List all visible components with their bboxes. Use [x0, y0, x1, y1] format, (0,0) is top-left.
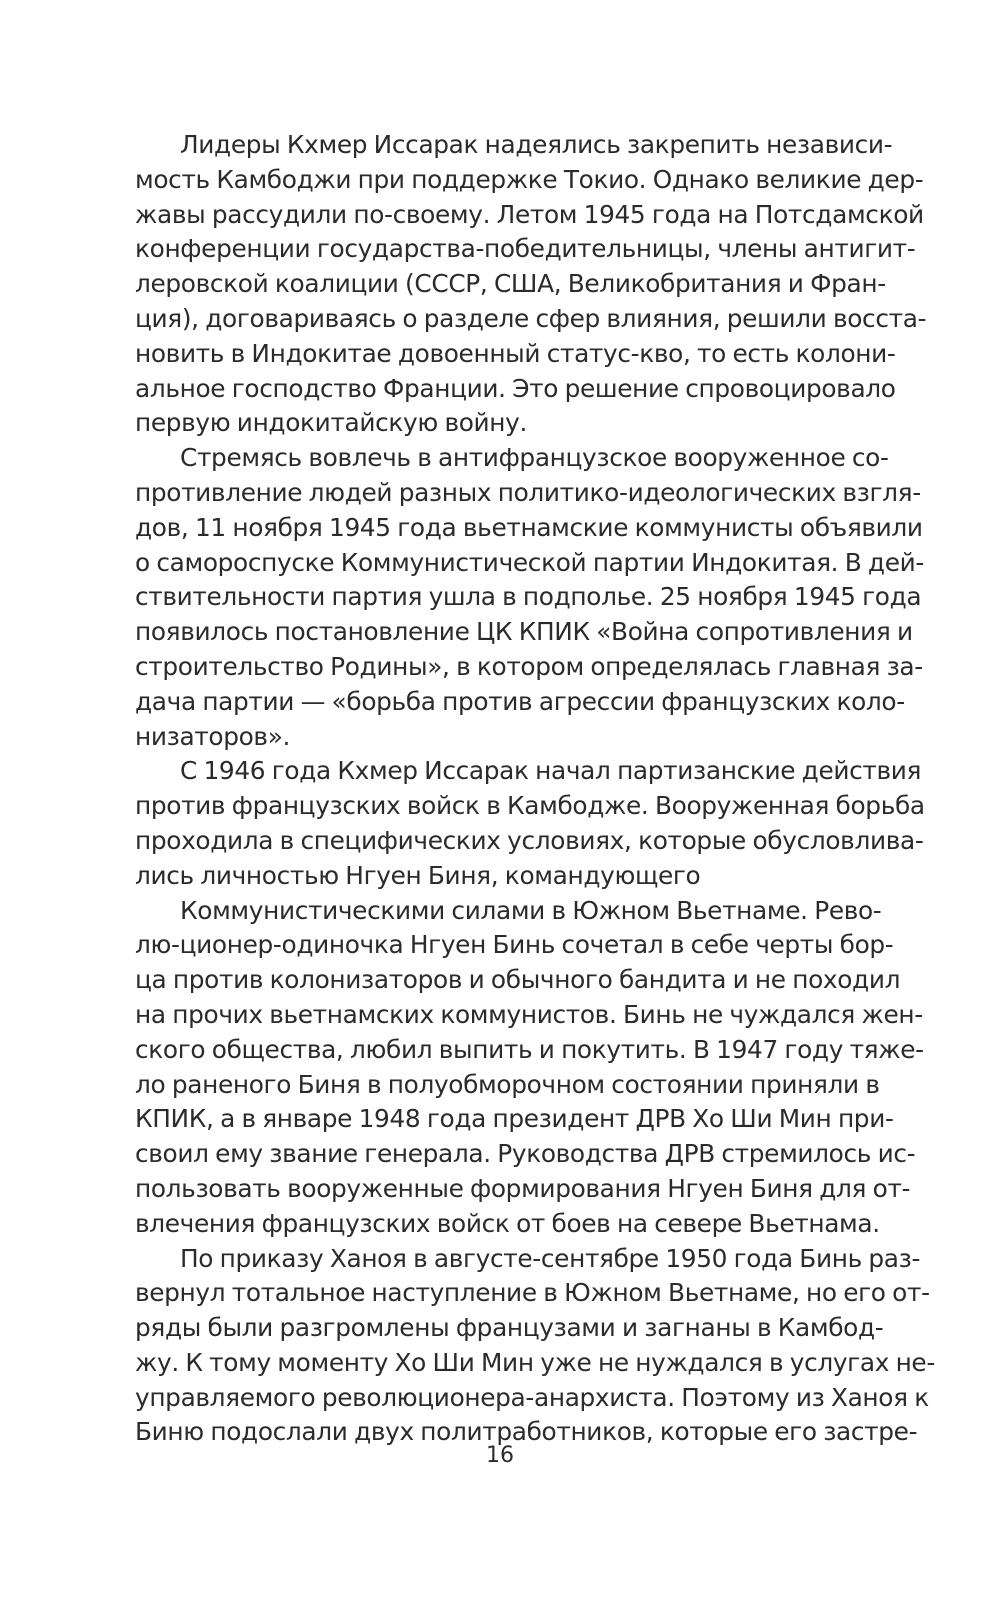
text-line: низаторов».	[135, 721, 291, 751]
page-body	[135, 128, 935, 1450]
text-line: лись личностью Нгуен Биня, командующего	[135, 860, 701, 890]
text-line: леровской коалиции (СССР, США, Великобритания и Фран-	[135, 269, 886, 299]
text-line: конференции государства-победительницы, члены антигит-	[135, 234, 916, 264]
text-line: ского общества, любил выпить и покутить. В 1947 году тяже-	[135, 1034, 924, 1064]
text-line: новить в Индокитае довоенный статус-кво, то есть колони-	[135, 338, 896, 368]
text-line: своил ему звание генерала. Руководства ДРВ стремилось ис-	[135, 1139, 916, 1169]
text-line: мость Камбоджи при поддержке Токио. Однако великие дер-	[135, 164, 924, 194]
text-line: жавы рассудили по-своему. Летом 1945 года на Потсдамской	[135, 199, 924, 229]
text-line: появилось постановление ЦК КПИК «Война сопротивления и	[135, 617, 913, 647]
text-line: ца против колонизаторов и обычного бандита и не походил	[135, 965, 901, 995]
text-line: влечения французских войск от боев на севере Вьетнама.	[135, 1208, 880, 1238]
text-line: Лидеры Кхмер Иссарак надеялись закрепить независи-	[180, 130, 893, 159]
text-line: о самороспуске Коммунистической партии Индокитая. В дей-	[135, 547, 924, 577]
text-line: ствительности партия ушла в подполье. 25 ноября 1945 года	[135, 582, 922, 612]
text-line: противление людей разных политико-идеологических взгля-	[135, 477, 921, 507]
text-line: КПИК, а в январе 1948 года президент ДРВ Хо Ши Мин при-	[135, 1104, 894, 1134]
text-line: строительство Родины», в котором определялась главная за-	[135, 651, 923, 681]
text-line: дача партии — «борьба против агрессии французских коло-	[135, 686, 905, 716]
text-line: первую индокитайскую войну.	[135, 408, 528, 438]
text-line: пользовать вооруженные формирования Нгуен Биня для от-	[135, 1173, 911, 1203]
text-line: ряды были разгромлены французами и загнаны в Камбод-	[135, 1313, 884, 1343]
text-line: дов, 11 ноября 1945 года вьетнамские коммунисты объявили	[135, 512, 923, 542]
page-number: 16	[486, 1443, 514, 1468]
text-line: лю-ционер-одиночка Нгуен Бинь сочетал в себе черты бор-	[135, 930, 894, 960]
text-line: Коммунистическими силами в Южном Вьетнаме. Рево-	[180, 895, 882, 925]
text-line: По приказу Ханоя в августе-сентябре 1950 года Бинь раз-	[180, 1243, 921, 1273]
text-line: альное господство Франции. Это решение спровоцировало	[135, 373, 896, 403]
text-line: против французских войск в Камбодже. Вооруженная борьба	[135, 791, 925, 821]
text-line: С 1946 года Кхмер Иссарак начал партизанские действия	[180, 756, 922, 786]
text-line: управляемого революционера-анархиста. Поэтому из Ханоя к	[135, 1382, 929, 1412]
text-line: ция), договариваясь о разделе сфер влияния, решили восста-	[135, 303, 927, 333]
text-line: ло раненого Биня в полуобморочном состоянии приняли в	[135, 1069, 880, 1099]
text-line: Стремясь вовлечь в антифранцузское вооруженное со-	[180, 443, 889, 473]
text-line: проходила в специфических условиях, которые обусловлива-	[135, 825, 924, 855]
text-line: на прочих вьетнамских коммунистов. Бинь не чуждался жен-	[135, 999, 923, 1029]
text-line: жу. К тому моменту Хо Ши Мин уже не нуждался в услугах не-	[135, 1347, 935, 1377]
text-line: вернул тотальное наступление в Южном Вьетнаме, но его от-	[135, 1278, 930, 1308]
text-line: Биню подослали двух политработников, которые его застре-	[135, 1417, 918, 1447]
